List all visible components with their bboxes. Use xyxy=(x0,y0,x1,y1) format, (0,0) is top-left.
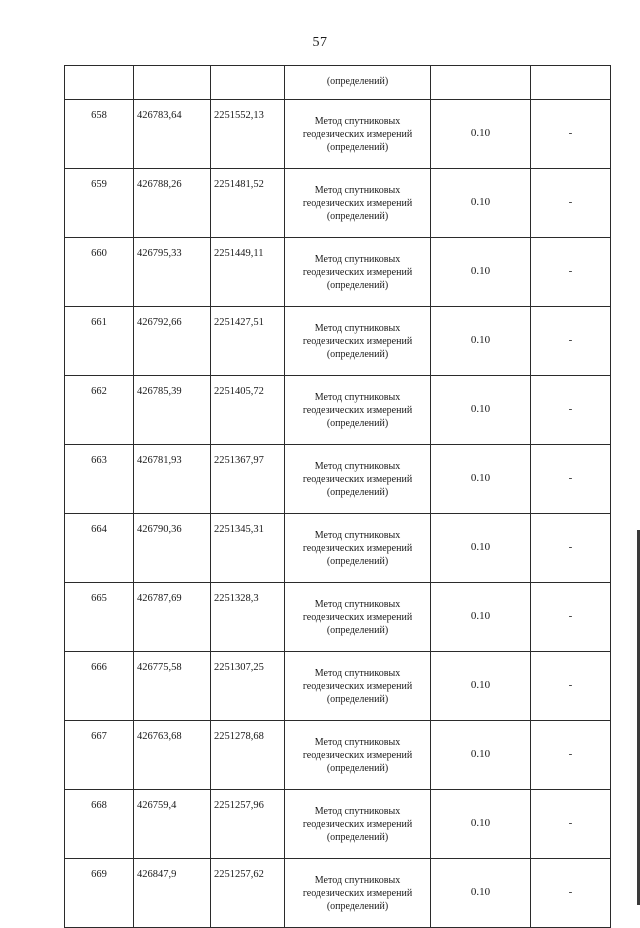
table-row xyxy=(65,721,611,790)
accuracy-value: 0.10 xyxy=(431,100,531,169)
accuracy-value: 0.10 xyxy=(431,583,531,652)
page-number: 57 xyxy=(312,35,328,50)
measurement-method-line: Метод спутниковых xyxy=(314,805,401,817)
coordinate-y: 2251481,52 xyxy=(211,169,285,238)
coordinate-x: 426783,64 xyxy=(134,100,211,169)
measurement-method-line: Метод спутниковых xyxy=(314,184,401,196)
measurement-method xyxy=(285,583,431,652)
measurement-method xyxy=(285,790,431,859)
measurement-method-line: Метод спутниковых xyxy=(314,529,401,541)
point-number: 664 xyxy=(65,514,134,583)
coordinate-y: 2251278,68 xyxy=(211,721,285,790)
measurement-method-line: (определений) xyxy=(326,831,389,843)
measurement-method xyxy=(285,445,431,514)
point-number: 662 xyxy=(65,376,134,445)
table-row xyxy=(65,238,611,307)
measurement-method-line: Метод спутниковых xyxy=(314,391,401,403)
coordinate-y: 2251345,31 xyxy=(211,514,285,583)
empty-value-dash: - xyxy=(531,790,611,859)
table-row xyxy=(65,376,611,445)
measurement-method-line: Метод спутниковых xyxy=(314,598,401,610)
measurement-method-line: геодезических измерений xyxy=(302,197,413,209)
coordinate-x: 426775,58 xyxy=(134,652,211,721)
continuation-cell-num xyxy=(65,66,134,100)
measurement-method xyxy=(285,376,431,445)
coordinate-x: 426795,33 xyxy=(134,238,211,307)
coordinate-y: 2251405,72 xyxy=(211,376,285,445)
point-number: 660 xyxy=(65,238,134,307)
accuracy-value: 0.10 xyxy=(431,652,531,721)
measurement-method-line: (определений) xyxy=(326,624,389,636)
empty-value-dash: - xyxy=(531,583,611,652)
empty-value-dash: - xyxy=(531,307,611,376)
measurement-method-line: Метод спутниковых xyxy=(314,322,401,334)
continuation-row xyxy=(65,66,611,100)
coordinate-y: 2251307,25 xyxy=(211,652,285,721)
point-number: 659 xyxy=(65,169,134,238)
measurement-method-line: (определений) xyxy=(326,141,389,153)
continuation-cell-y xyxy=(211,66,285,100)
measurement-method-line: (определений) xyxy=(326,417,389,429)
table-row xyxy=(65,652,611,721)
accuracy-value: 0.10 xyxy=(431,790,531,859)
coordinate-x: 426781,93 xyxy=(134,445,211,514)
accuracy-value: 0.10 xyxy=(431,307,531,376)
measurement-method-line: геодезических измерений xyxy=(302,266,413,278)
measurement-method-line: (определений) xyxy=(326,279,389,291)
measurement-method-line: Метод спутниковых xyxy=(314,736,401,748)
coordinate-x: 426788,26 xyxy=(134,169,211,238)
continuation-method-tail: (определений) xyxy=(285,66,431,100)
point-number: 669 xyxy=(65,859,134,928)
point-number: 665 xyxy=(65,583,134,652)
empty-value-dash: - xyxy=(531,445,611,514)
coordinate-x: 426792,66 xyxy=(134,307,211,376)
point-number: 663 xyxy=(65,445,134,514)
point-number: 668 xyxy=(65,790,134,859)
empty-value-dash: - xyxy=(531,652,611,721)
table-row xyxy=(65,859,611,928)
measurement-method xyxy=(285,859,431,928)
coordinate-x: 426785,39 xyxy=(134,376,211,445)
measurement-method-line: геодезических измерений xyxy=(302,128,413,140)
measurement-method-line: (определений) xyxy=(326,348,389,360)
measurement-method-line: (определений) xyxy=(326,762,389,774)
coordinates-table xyxy=(64,65,611,928)
coordinate-y: 2251367,97 xyxy=(211,445,285,514)
accuracy-value: 0.10 xyxy=(431,514,531,583)
coordinate-y: 2251449,11 xyxy=(211,238,285,307)
table-row xyxy=(65,445,611,514)
empty-value-dash: - xyxy=(531,169,611,238)
measurement-method xyxy=(285,307,431,376)
table-row xyxy=(65,790,611,859)
continuation-cell-extra xyxy=(531,66,611,100)
coordinate-y: 2251427,51 xyxy=(211,307,285,376)
empty-value-dash: - xyxy=(531,514,611,583)
coordinate-y: 2251257,62 xyxy=(211,859,285,928)
coordinate-y: 2251328,3 xyxy=(211,583,285,652)
coordinates-table-container xyxy=(64,65,610,928)
measurement-method-line: Метод спутниковых xyxy=(314,253,401,265)
continuation-cell-x xyxy=(134,66,211,100)
coordinate-x: 426847,9 xyxy=(134,859,211,928)
coordinate-x: 426787,69 xyxy=(134,583,211,652)
measurement-method-line: геодезических измерений xyxy=(302,473,413,485)
measurement-method-line: (определений) xyxy=(326,486,389,498)
accuracy-value: 0.10 xyxy=(431,859,531,928)
accuracy-value: 0.10 xyxy=(431,238,531,307)
accuracy-value: 0.10 xyxy=(431,721,531,790)
coordinate-x: 426759,4 xyxy=(134,790,211,859)
accuracy-value: 0.10 xyxy=(431,376,531,445)
measurement-method-line: (определений) xyxy=(326,693,389,705)
empty-value-dash: - xyxy=(531,721,611,790)
measurement-method xyxy=(285,652,431,721)
measurement-method xyxy=(285,169,431,238)
table-row xyxy=(65,514,611,583)
table-row xyxy=(65,169,611,238)
coordinate-x: 426763,68 xyxy=(134,721,211,790)
measurement-method-line: Метод спутниковых xyxy=(314,460,401,472)
table-row xyxy=(65,583,611,652)
measurement-method-line: геодезических измерений xyxy=(302,818,413,830)
measurement-method-line: геодезических измерений xyxy=(302,404,413,416)
measurement-method-line: геодезических измерений xyxy=(302,680,413,692)
accuracy-value: 0.10 xyxy=(431,445,531,514)
measurement-method-line: Метод спутниковых xyxy=(314,115,401,127)
measurement-method-line: (определений) xyxy=(326,900,389,912)
coordinate-x: 426790,36 xyxy=(134,514,211,583)
continuation-cell-accuracy xyxy=(431,66,531,100)
measurement-method-line: геодезических измерений xyxy=(302,887,413,899)
empty-value-dash: - xyxy=(531,859,611,928)
table-row xyxy=(65,100,611,169)
point-number: 667 xyxy=(65,721,134,790)
measurement-method-line: геодезических измерений xyxy=(302,335,413,347)
point-number: 666 xyxy=(65,652,134,721)
coordinate-y: 2251257,96 xyxy=(211,790,285,859)
measurement-method xyxy=(285,100,431,169)
measurement-method-line: геодезических измерений xyxy=(302,611,413,623)
empty-value-dash: - xyxy=(531,100,611,169)
measurement-method-line: (определений) xyxy=(326,210,389,222)
table-row xyxy=(65,307,611,376)
coordinate-y: 2251552,13 xyxy=(211,100,285,169)
measurement-method-line: геодезических измерений xyxy=(302,542,413,554)
measurement-method-line: Метод спутниковых xyxy=(314,667,401,679)
measurement-method xyxy=(285,238,431,307)
empty-value-dash: - xyxy=(531,238,611,307)
measurement-method-line: геодезических измерений xyxy=(302,749,413,761)
point-number: 658 xyxy=(65,100,134,169)
empty-value-dash: - xyxy=(531,376,611,445)
measurement-method xyxy=(285,514,431,583)
measurement-method xyxy=(285,721,431,790)
accuracy-value: 0.10 xyxy=(431,169,531,238)
measurement-method-line: Метод спутниковых xyxy=(314,874,401,886)
point-number: 661 xyxy=(65,307,134,376)
measurement-method-line: (определений) xyxy=(326,555,389,567)
